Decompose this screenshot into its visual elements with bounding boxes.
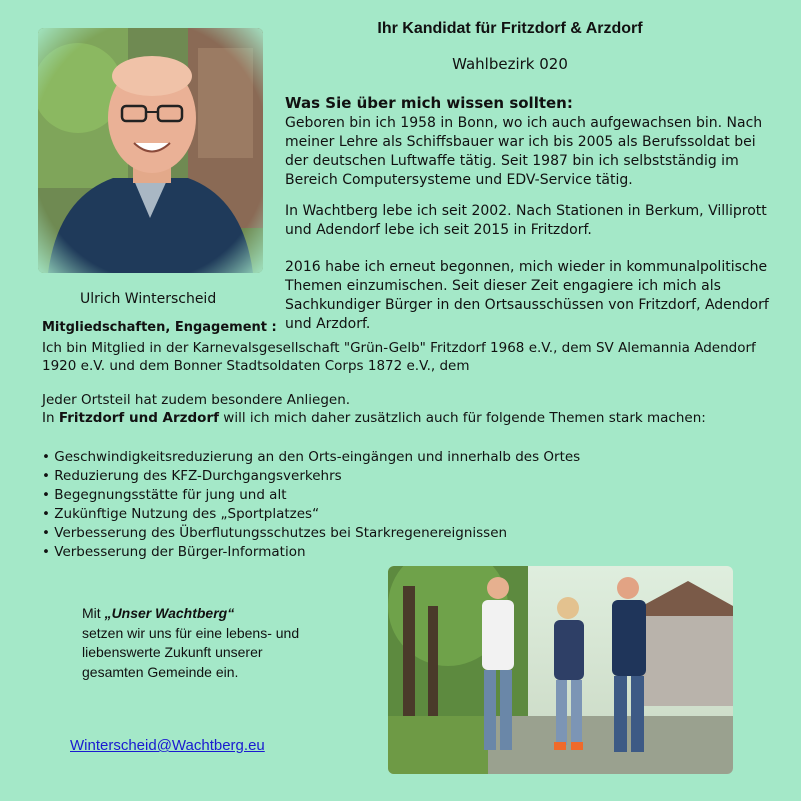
email-link[interactable]: Winterscheid@Wachtberg.eu <box>70 737 265 754</box>
list-item: • Zukünftige Nutzung des „Sportplatzes“ <box>42 505 602 524</box>
memberships-text: Ich bin Mitglied in der Karnevalsgesellschaft "Grün-Gelb" Fritzdorf 1968 e.V., dem SV Alemannia Adendorf 1920 e.V. und dem Bonner Stadtsoldaten Corps 1872 e.V., dem <box>42 340 756 374</box>
bio-paragraph-3: 2016 habe ich erneut begonnen, mich wieder in kommunalpolitische Themen einzumischen. Seit dieser Zeit engagiere ich mich als Sachkundiger Bürger in den Ortsausschüssen von Fritzdorf, Adendorf und Arzdorf. <box>285 259 769 332</box>
list-item: • Reduzierung des KFZ-Durchgangsverkehrs <box>42 467 602 486</box>
concerns-villages: Fritzdorf und Arzdorf <box>58 410 219 426</box>
portrait-caption: Ulrich Winterscheid <box>80 291 217 307</box>
bio-paragraph-2: In Wachtberg lebe ich seit 2002. Nach Stationen in Berkum, Villiprott und Adendorf lebe ich seit 2015 in Fritzdorf. <box>285 203 767 238</box>
list-item: • Verbesserung der Bürger-Information <box>42 543 602 562</box>
slogan-brand: „Unser Wachtberg“ <box>104 605 235 621</box>
concerns-intro <box>42 391 782 427</box>
district-label: Wahlbezirk 020 <box>452 55 568 73</box>
concerns-line-1: Jeder Ortsteil hat zudem besondere Anliegen. <box>42 392 351 408</box>
bio-paragraph-1: Geboren bin ich 1958 in Bonn, wo ich auch aufgewachsen bin. Nach meiner Lehre als Schiffsbauer war ich bis 2005 als Berufssoldat bei der deutschen Luftwaffe tätig. Seit 1987 bin ich selbstständig im Bereich Computersysteme und EDV-Service tätig. <box>285 115 763 188</box>
page-title: Ihr Kandidat für Fritzdorf & Arzdorf <box>377 20 643 37</box>
group-photo <box>388 566 733 774</box>
slogan <box>82 604 302 682</box>
candidate-portrait <box>38 28 263 273</box>
slogan-text: setzen wir uns für eine lebens- und liebenswerte Zukunft unserer gesamten Gemeinde ein. <box>82 624 300 680</box>
topics-list <box>42 448 602 562</box>
list-item: • Verbesserung des Überflutungsschutzes bei Starkregenereignissen <box>42 524 602 543</box>
list-item: • Geschwindigkeitsreduzierung an den Orts-eingängen und innerhalb des Ortes <box>42 448 602 467</box>
concerns-line-2 <box>42 409 782 427</box>
concerns-prefix: In <box>42 410 59 426</box>
list-item: • Begegnungsstätte für jung und alt <box>42 486 602 505</box>
slogan-prefix: Mit <box>82 605 105 621</box>
concerns-suffix: will ich mich daher zusätzlich auch für folgende Themen stark machen: <box>219 410 706 426</box>
memberships-heading: Mitgliedschaften, Engagement : <box>42 320 277 335</box>
about-heading: Was Sie über mich wissen sollten: <box>285 94 573 112</box>
